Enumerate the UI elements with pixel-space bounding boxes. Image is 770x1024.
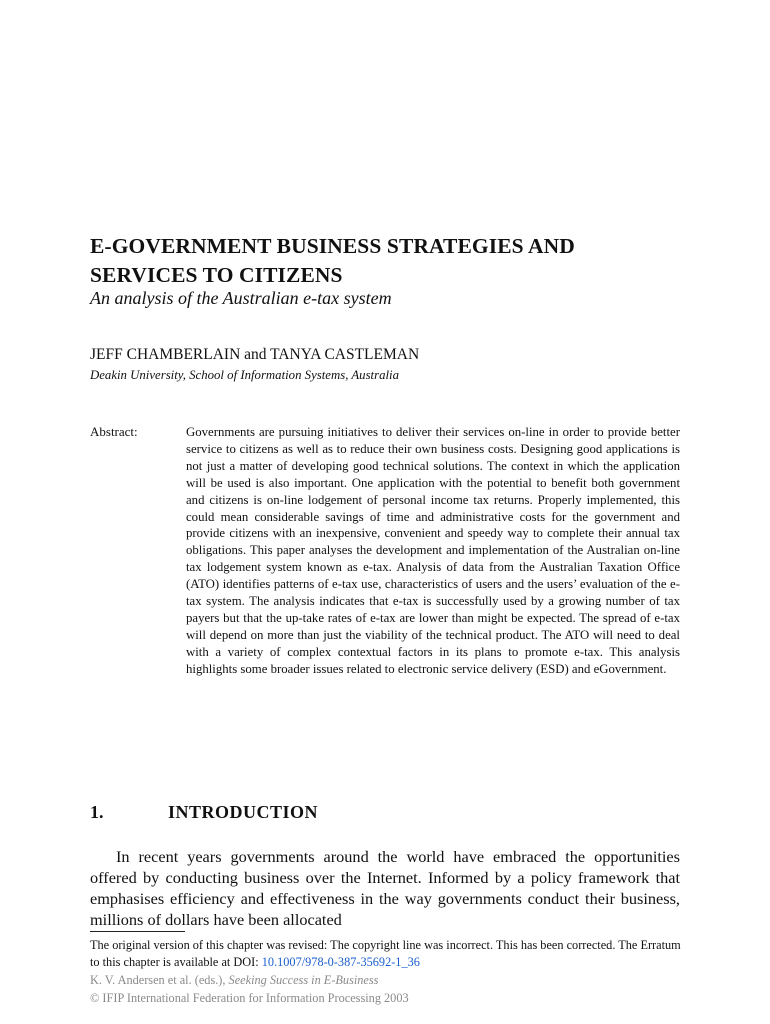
paper-subtitle: An analysis of the Australian e-tax system — [90, 288, 392, 308]
intro-paragraph — [90, 846, 680, 930]
abstract-text: Governments are pursuing initiatives to deliver their services on-line in order to provide better service to citizens as well as to reduce their own business costs. Designing good applications is not just a matter of developing good technical solutions. The context in which the application will be used is also important. One application with the potential to benefit both government and citizens is on-line lodgement of personal income tax returns. Properly implemented, this could mean considerable savings of time and administrative costs for the government and provide citizens with an inexpensive, convenient and speedy way to complete their annual tax obligations. This paper analyses the development and implementation of the Australian on-line tax lodgement system known as e-tax. Analysis of data from the Australian Taxation Office (ATO) identifies patterns of e-tax use, characteristics of users and the users’ evaluation of the e-tax system. The analysis indicates that e-tax is successfully used by a growing number of tax payers but that the up-take rates of e-tax are lower than might be expected. The spread of e-tax will depend on more than just the viability of the technical product. The ATO will need to deal with a variety of complex contextual factors in its plans to promote e-tax. This analysis highlights some broader issues related to electronic service delivery (ESD) and eGovernment. — [186, 425, 680, 676]
erratum-text: The original version of this chapter was revised: The copyright line was incorrect. This has been corrected. The Erratum to this chapter is available at DOI: — [90, 938, 681, 969]
doi-link[interactable]: 10.1007/978-0-387-35692-1_36 — [261, 955, 420, 969]
abstract-label: Abstract: — [90, 424, 138, 439]
section-number: 1. — [90, 802, 104, 822]
copyright-line: © IFIP International Federation for Information Processing 2003 — [90, 991, 409, 1005]
book-title: Seeking Success in E-Business — [228, 973, 379, 987]
intro-text: In recent years governments around the world have embraced the opportunities offered by conducting business over the Internet. Informed by a policy framework that emphasises efficiency and effectiveness in the way governments conduct their business, millions of dollars have been allocated — [90, 847, 680, 929]
erratum-note — [90, 937, 690, 971]
title-line-2: SERVICES TO CITIZENS — [90, 263, 343, 287]
paper-title — [90, 232, 730, 290]
authors: JEFF CHAMBERLAIN and TANYA CASTLEMAN — [90, 346, 420, 363]
title-line-1: E-GOVERNMENT BUSINESS STRATEGIES AND — [90, 234, 575, 258]
editors: K. V. Andersen et al. (eds.), — [90, 973, 229, 987]
section-title: INTRODUCTION — [168, 802, 319, 822]
book-citation — [90, 973, 690, 988]
footnote-divider — [90, 931, 185, 932]
affiliation: Deakin University, School of Information Systems, Australia — [90, 368, 399, 382]
